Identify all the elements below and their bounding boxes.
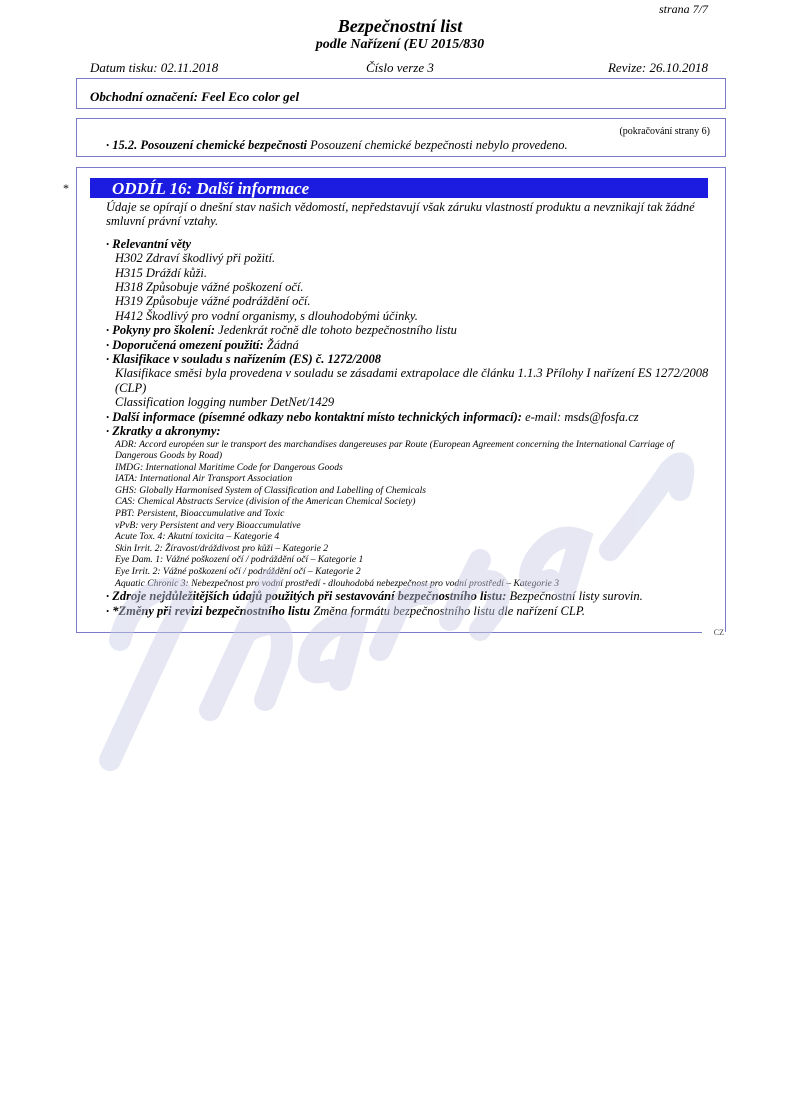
country-code: CZ [713,628,724,637]
abbreviation-item: Aquatic Chronic 3: Nebezpečnost pro vodní prostředí - dlouhodobá nebezpečnost pro vodní prostředí – Kategorie 3 [115,577,560,589]
section16-intro: Údaje se opírají o dnešní stav našich vědomostí, nepředstavují však záruku vlastností produktu a nevznikají tak žádné smluvní právní vztahy. [106,200,695,229]
use-restrictions: · Doporučená omezení použití: Žádná [106,337,299,352]
revision-changes: · *Změny při revizi bezpečnostního listu Změna formátu bezpečnostního listu dle nařízení CLP. [106,603,585,618]
print-date: Datum tisku: 02.11.2018 [90,60,219,75]
abbrev-heading: · Zkratky a akronymy: [106,424,221,439]
h-statement: H319 Způsobuje vážné podráždění očí. [115,294,311,309]
section-15-2 [106,138,568,153]
abbreviation-item: ADR: Accord européen sur le transport des marchandises dangereuses par Route (European Agreement concerning the International Carriage of Dangerous Goods by Road) [115,438,674,462]
abbreviation-item: Acute Tox. 4: Akutní toxicita – Kategorie 4 [115,531,280,543]
classification-number: Classification logging number DetNet/1429 [115,395,335,410]
abbreviation-item: Eye Irrit. 2: Vážné poškození očí / podráždění očí – Kategorie 2 [115,566,361,578]
contact-info: · Další informace (písemné odkazy nebo kontaktní místo technických informací): e-mail: msds@fosfa.cz [106,409,639,424]
trade-name: Obchodní označení: Feel Eco color gel [90,89,300,104]
h-statement: H302 Zdraví škodlivý při požití. [115,251,276,266]
abbreviation-item: IATA: International Air Transport Association [115,473,293,485]
classification-heading: · Klasifikace v souladu s nařízením (ES) č. 1272/2008 [106,352,382,367]
section-15-2-text: Posouzení chemické bezpečnosti nebylo provedeno. [310,138,568,152]
abbreviation-list [106,439,712,590]
h-statement: H318 Způsobuje vážné poškození očí. [115,280,304,295]
section16-content [106,200,712,618]
section-15-2-heading: · 15.2. Posouzení chemické bezpečnosti [106,138,308,152]
revision-date: Revize: 26.10.2018 [607,60,708,75]
abbreviation-item: CAS: Chemical Abstracts Service (division of the American Chemical Society) [115,496,416,508]
relevant-heading: · Relevantní věty [106,236,192,251]
h-statement: H412 Škodlivý pro vodní organismy, s dlouhodobými účinky. [115,308,418,323]
abbreviation-item: GHS: Globally Harmonised System of Classification and Labelling of Chemicals [115,484,426,496]
version-number: Číslo verze 3 [366,60,434,75]
h-statement: H315 Dráždí kůži. [115,265,208,280]
abbreviation-item: Eye Dam. 1: Vážné poškození očí / podráždění očí – Kategorie 1 [115,554,364,566]
training-info: · Pokyny pro školení: Jedenkrát ročně dle tohoto bezpečnostního listu [106,323,457,338]
abbreviation-item: PBT: Persistent, Bioaccumulative and Toxic [115,508,285,520]
section16-bottom-rule [76,632,702,633]
abbreviation-item: vPvB: very Persistent and very Bioaccumulative [115,519,301,531]
abbreviation-item: IMDG: International Maritime Code for Dangerous Goods [115,461,343,473]
abbreviation-item: Skin Irrit. 2: Žíravost/dráždivost pro kůži – Kategorie 2 [115,542,329,554]
data-sources: · Zdroje nejdůležitějších údajů použitých při sestavování bezpečnostního listu: Bezpečnostní listy surovin. [106,589,643,604]
change-marker: * [63,181,69,195]
document-subtitle: podle Nařízení (EU 2015/830 [315,37,485,52]
section16-title: ODDÍL 16: Další informace [90,178,708,198]
classification-text: Klasifikace směsi byla provedena v souladu se zásadami extrapolace dle článku 1.1.3 Přílohy I nařízení ES 1272/2008 (CLP) [115,366,709,395]
document-title: Bezpečnostní list [337,16,463,36]
continuation-note: (pokračování strany 6) [619,126,710,137]
page-number: strana 7/7 [658,2,708,16]
